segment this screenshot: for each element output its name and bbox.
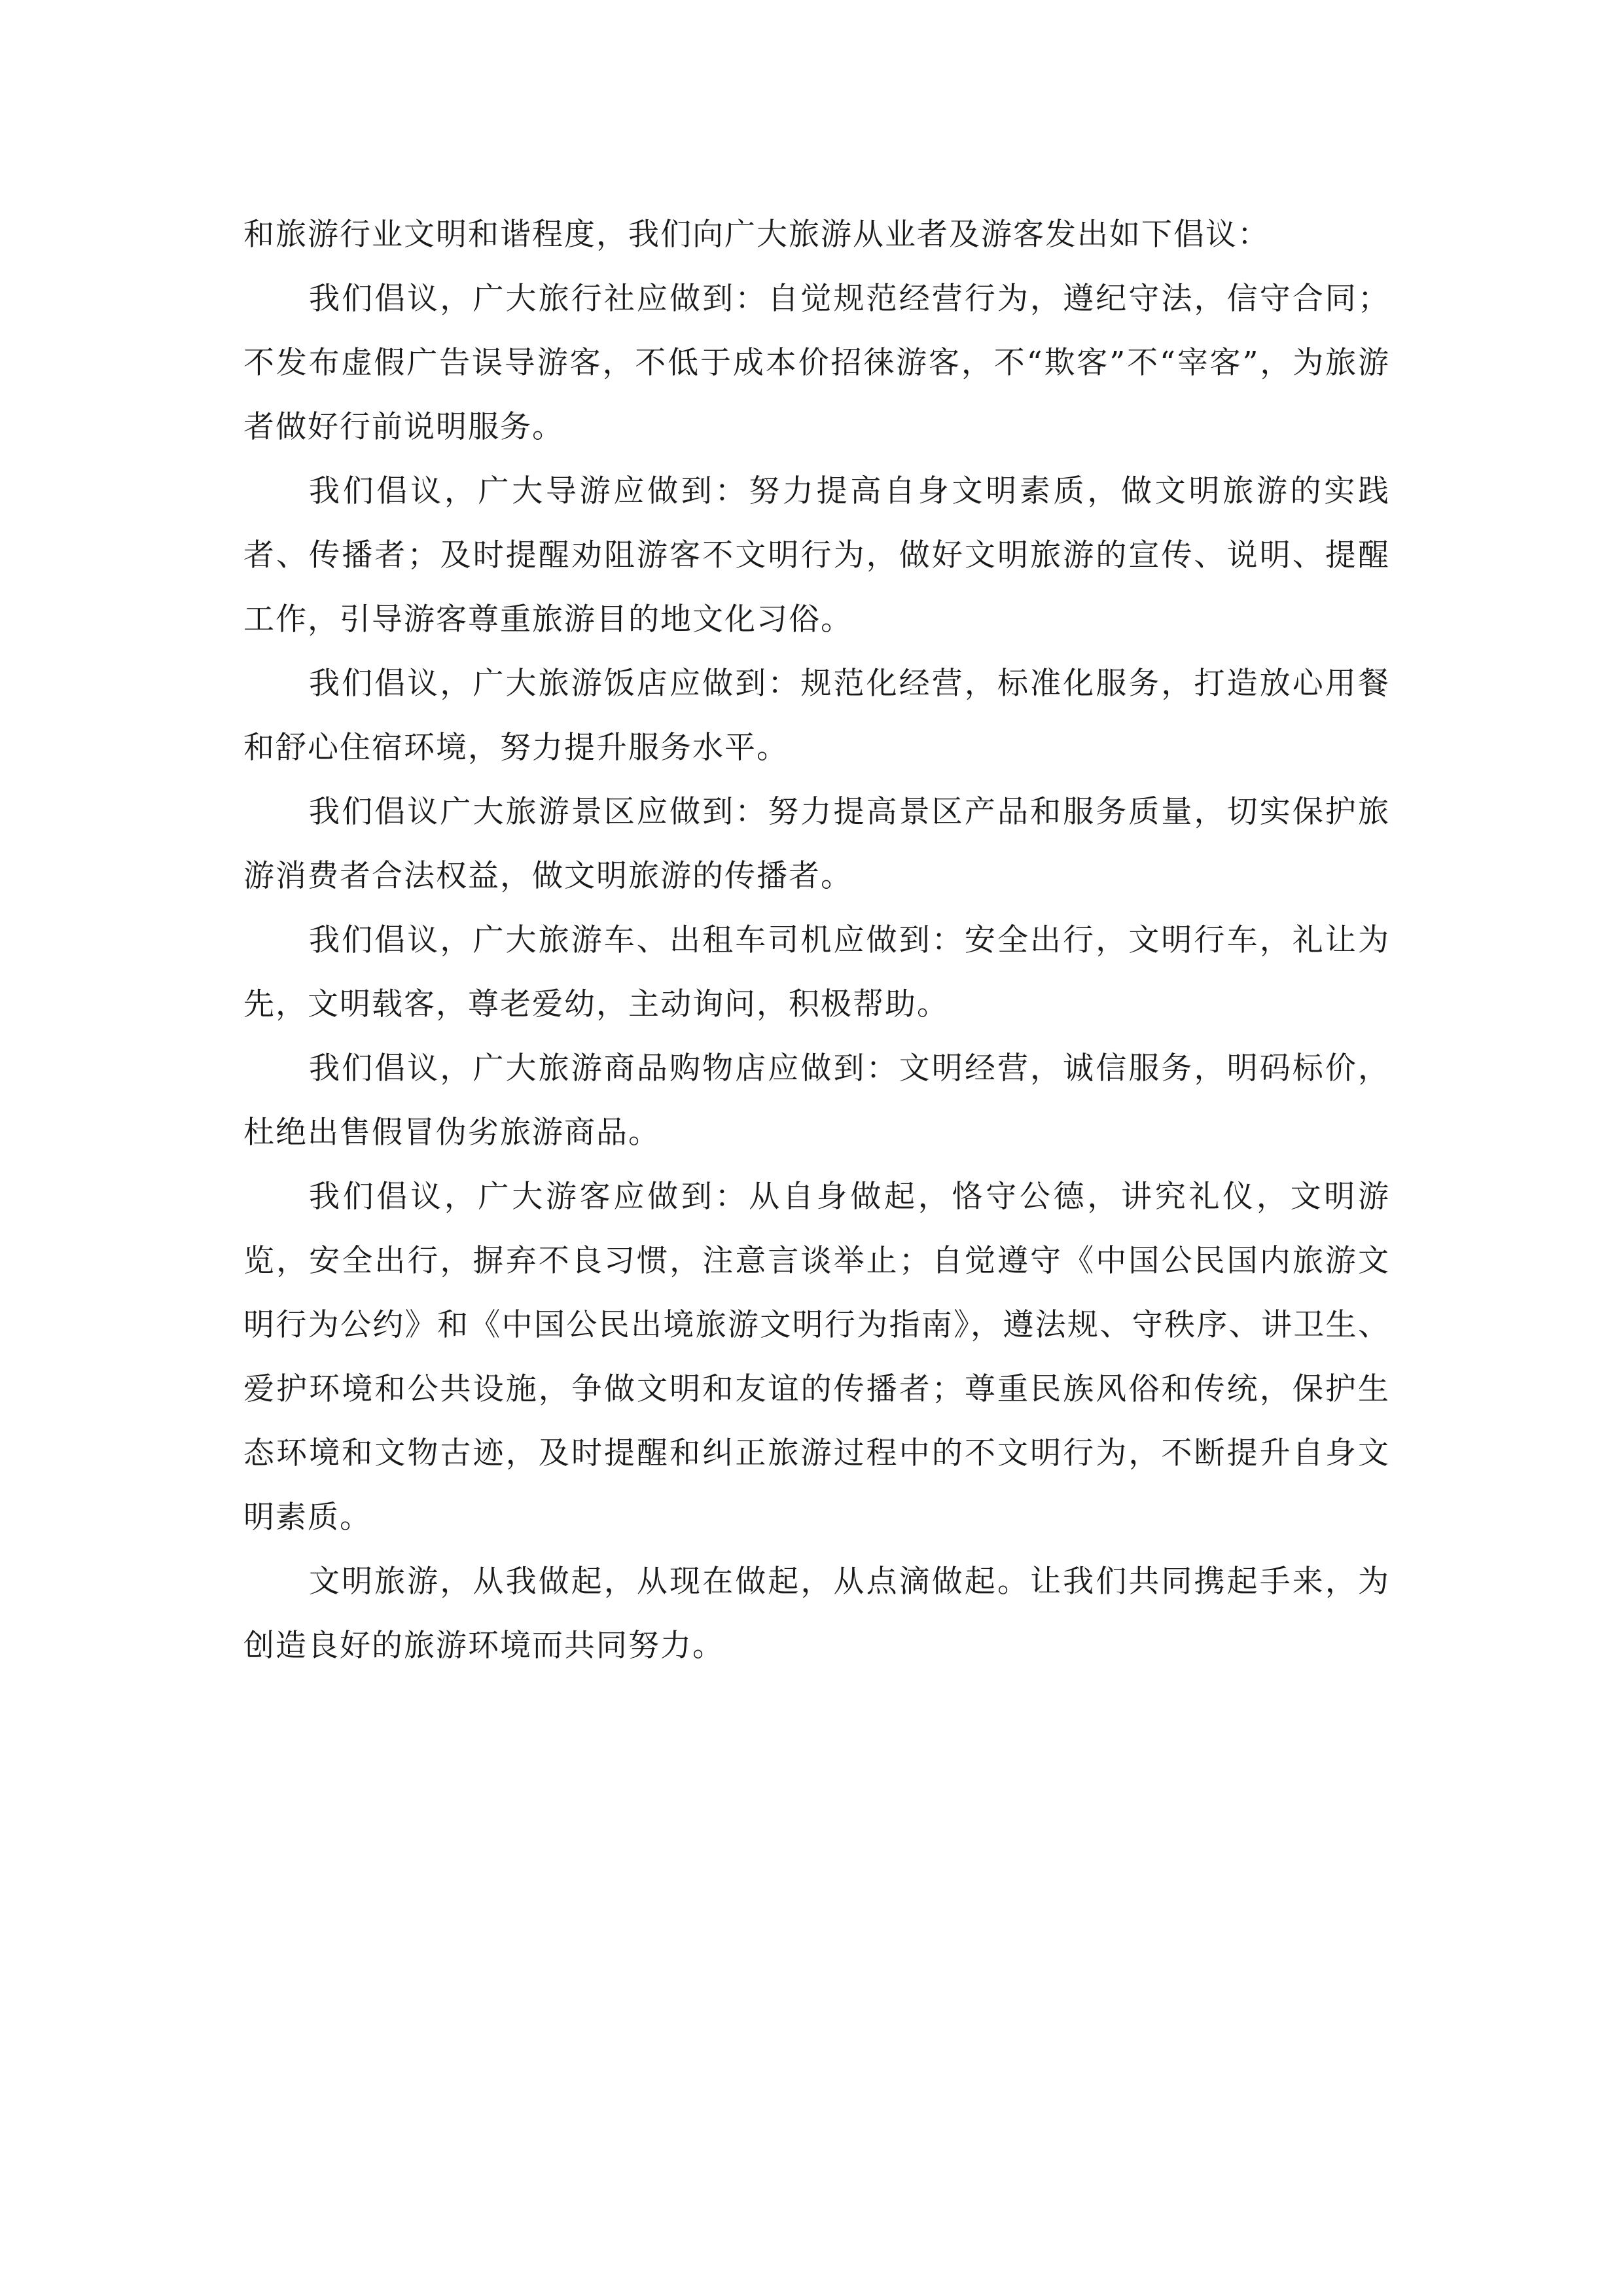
paragraph-closing: 文明旅游，从我做起，从现在做起，从点滴做起。让我们共同携起手来，为创造良好的旅游环境而共同努力。 (243, 1564, 1390, 1664)
paragraph-tourists: 我们倡议，广大游客应做到：从自身做起，恪守公德，讲究礼仪，文明游览，安全出行，摒弃不良习惯，注意言谈举止；自觉遵守《中国公民国内旅游文明行为公约》和《中国公民出境旅游文明行为指南》，遵法规、守秩序、讲卫生、爱护环境和公共设施，争做文明和友谊的传播者；尊重民族风俗和传统，保护生态环境和文物古迹，及时提醒和纠正旅游过程中的不文明行为，不断提升自身文明素质。 (243, 1179, 1390, 1535)
paragraph-scenic-areas: 我们倡议广大旅游景区应做到：努力提高景区产品和服务质量，切实保护旅游消费者合法权益，做文明旅游的传播者。 (243, 794, 1390, 894)
document-body (243, 203, 1390, 1678)
paragraph-shops: 我们倡议，广大旅游商品购物店应做到：文明经营，诚信服务，明码标价，杜绝出售假冒伪劣旅游商品。 (243, 1050, 1390, 1151)
paragraph-hotels: 我们倡议，广大旅游饭店应做到：规范化经营，标准化服务，打造放心用餐和舒心住宿环境，努力提升服务水平。 (243, 666, 1390, 766)
paragraph-continuation: 和旅游行业文明和谐程度，我们向广大旅游从业者及游客发出如下倡议： (243, 217, 1270, 253)
paragraph-travel-agencies: 我们倡议，广大旅行社应做到：自觉规范经营行为，遵纪守法，信守合同；不发布虚假广告误导游客，不低于成本价招徕游客，不“欺客”不“宰客”，为旅游者做好行前说明服务。 (243, 281, 1390, 445)
paragraph-tour-guides: 我们倡议，广大导游应做到：努力提高自身文明素质，做文明旅游的实践者、传播者；及时提醒劝阻游客不文明行为，做好文明旅游的宣传、说明、提醒工作，引导游客尊重旅游目的地文化习俗。 (243, 473, 1390, 637)
paragraph-drivers: 我们倡议，广大旅游车、出租车司机应做到：安全出行，文明行车，礼让为先，文明载客，尊老爱幼，主动询问，积极帮助。 (243, 922, 1390, 1022)
